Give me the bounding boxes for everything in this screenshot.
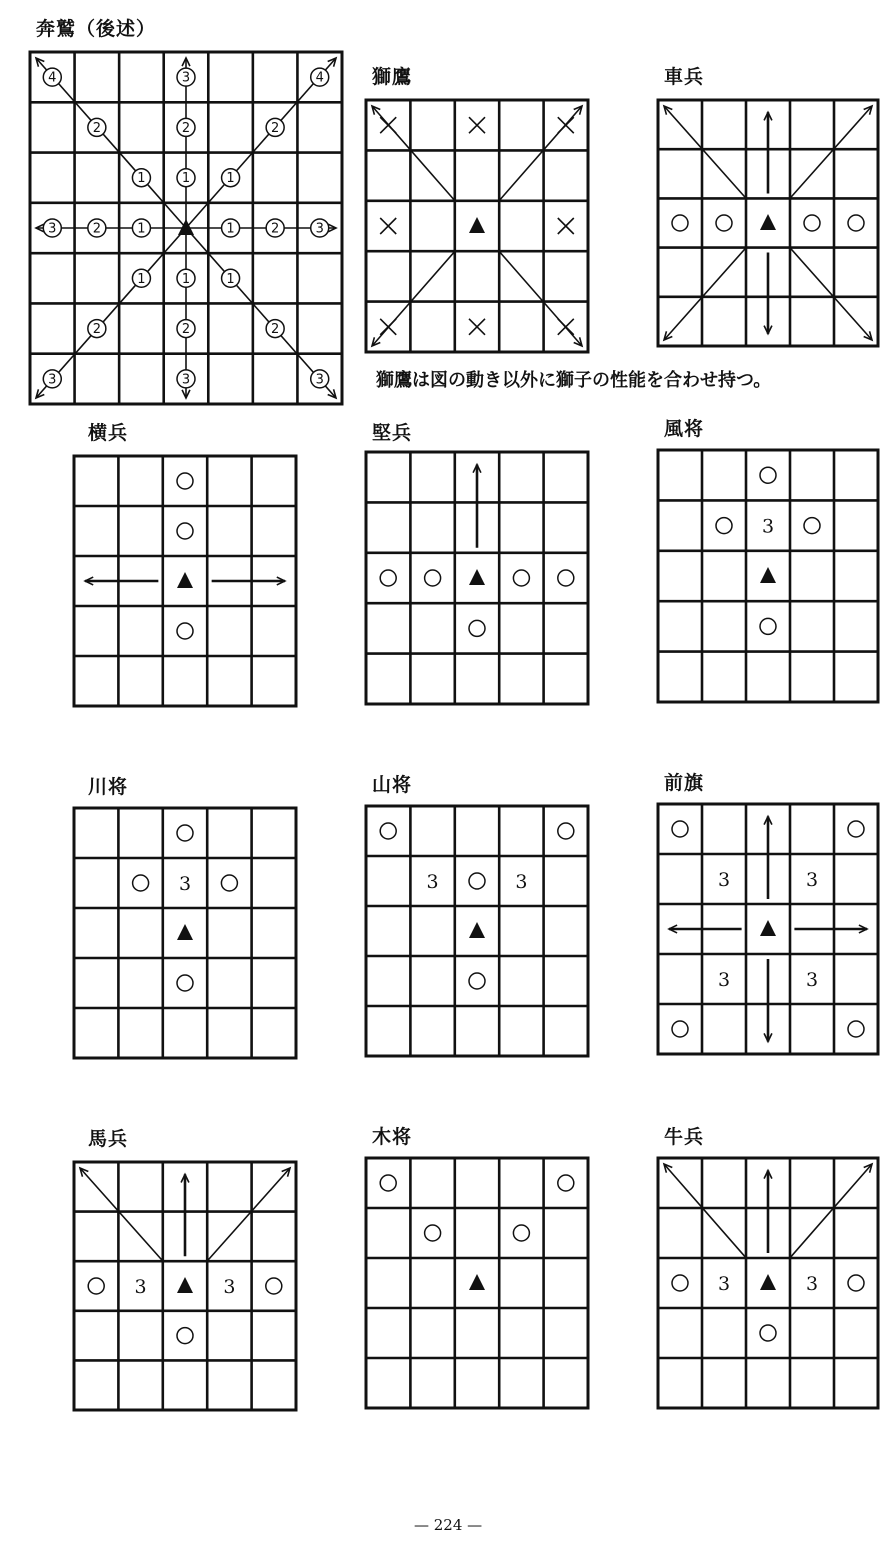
board-title-bahei: 馬兵 bbox=[88, 1128, 129, 1150]
jump-cross bbox=[380, 319, 396, 335]
move-circle bbox=[266, 1278, 282, 1294]
move-circle bbox=[760, 1325, 776, 1341]
page-number: — 224 — bbox=[414, 1516, 483, 1534]
move-circle bbox=[804, 215, 820, 231]
jump-cross bbox=[558, 218, 574, 234]
diagonal-move-arrow bbox=[664, 246, 747, 340]
circle-number: 1 bbox=[137, 221, 146, 237]
piece-triangle bbox=[760, 567, 776, 583]
diagonal-move-arrow bbox=[372, 106, 456, 202]
circle-number: 2 bbox=[181, 120, 191, 136]
move-circle bbox=[848, 1021, 864, 1037]
board-honju bbox=[28, 50, 344, 406]
jump-cross bbox=[469, 319, 485, 335]
move-circle bbox=[848, 215, 864, 231]
lion-hawk-note: 獅鷹は図の動き以外に獅子の性能を合わせ持つ。 bbox=[376, 370, 772, 391]
board-title-zenki: 前旗 bbox=[664, 772, 705, 794]
range-number: 3 bbox=[223, 1276, 236, 1298]
piece-triangle bbox=[469, 569, 485, 585]
diagonal-move-arrow bbox=[789, 246, 872, 340]
piece-triangle bbox=[760, 1274, 776, 1290]
diagonal-move-arrow bbox=[664, 106, 747, 200]
move-circle bbox=[177, 473, 193, 489]
range-number: 3 bbox=[717, 969, 731, 991]
circle-number: 2 bbox=[271, 221, 280, 237]
board-title-shiyo: 獅鷹 bbox=[372, 66, 413, 88]
circle-number: 3 bbox=[48, 221, 57, 237]
move-circle bbox=[380, 1175, 396, 1191]
piece-triangle bbox=[177, 1277, 193, 1293]
jump-cross bbox=[469, 117, 485, 133]
range-number: 3 bbox=[178, 873, 192, 895]
circle-number: 2 bbox=[92, 322, 101, 338]
circle-number: 1 bbox=[181, 271, 191, 287]
move-circle bbox=[848, 821, 864, 837]
board-title-sensho: 川将 bbox=[88, 776, 129, 798]
move-circle bbox=[848, 1275, 864, 1291]
move-circle bbox=[672, 1275, 688, 1291]
jump-cross bbox=[558, 117, 574, 133]
jump-cross bbox=[558, 319, 574, 335]
circle-number: 3 bbox=[315, 221, 324, 237]
move-circle bbox=[804, 518, 820, 534]
move-circle bbox=[760, 467, 776, 483]
move-circle bbox=[177, 1328, 193, 1344]
move-circle bbox=[469, 873, 485, 889]
move-circle bbox=[558, 570, 574, 586]
move-circle bbox=[469, 620, 485, 636]
board-shahei bbox=[656, 98, 880, 348]
range-number: 3 bbox=[515, 871, 528, 893]
board-title-kenhei: 堅兵 bbox=[372, 422, 413, 444]
circle-number: 3 bbox=[181, 372, 191, 388]
circle-number: 1 bbox=[181, 171, 191, 187]
move-circle bbox=[380, 823, 396, 839]
move-circle bbox=[513, 1225, 529, 1241]
range-number: 3 bbox=[761, 515, 775, 538]
piece-triangle bbox=[760, 214, 776, 230]
board-sensho bbox=[72, 806, 298, 1060]
move-circle bbox=[177, 975, 193, 991]
range-number: 3 bbox=[717, 1273, 731, 1295]
diagonal-move-arrow bbox=[206, 1168, 290, 1262]
circle-number: 3 bbox=[315, 372, 324, 388]
circle-number: 4 bbox=[315, 70, 324, 86]
piece-triangle bbox=[177, 572, 193, 588]
move-circle bbox=[672, 1021, 688, 1037]
move-circle bbox=[177, 825, 193, 841]
move-circle bbox=[177, 523, 193, 539]
circle-number: 3 bbox=[48, 372, 57, 388]
piece-triangle bbox=[469, 217, 485, 233]
board-title-ouhei: 横兵 bbox=[88, 422, 129, 444]
range-number: 3 bbox=[134, 1276, 147, 1298]
board-title-honju: 奔鷲（後述） bbox=[36, 18, 157, 40]
circle-number: 2 bbox=[181, 322, 191, 338]
move-circle bbox=[558, 1175, 574, 1191]
move-circle bbox=[513, 570, 529, 586]
move-circle bbox=[760, 618, 776, 634]
circle-number: 2 bbox=[92, 120, 101, 136]
move-circle bbox=[672, 821, 688, 837]
board-shiyo bbox=[364, 98, 590, 354]
board-title-sansho: 山将 bbox=[372, 774, 413, 796]
circle-number: 3 bbox=[181, 70, 191, 86]
move-lines bbox=[664, 1164, 872, 1259]
move-circle bbox=[425, 570, 441, 586]
piece-triangle bbox=[469, 1274, 485, 1290]
move-circle bbox=[469, 973, 485, 989]
move-circle bbox=[425, 1225, 441, 1241]
jump-cross bbox=[380, 117, 396, 133]
board-title-shahei: 車兵 bbox=[664, 66, 705, 88]
board-title-mokusho: 木将 bbox=[372, 1126, 413, 1148]
range-number: 3 bbox=[805, 969, 819, 991]
move-lines bbox=[473, 465, 481, 548]
jump-cross bbox=[380, 218, 396, 234]
move-circle bbox=[672, 215, 688, 231]
circle-number: 1 bbox=[226, 171, 235, 187]
range-number: 3 bbox=[717, 869, 731, 891]
diagonal-move-arrow bbox=[789, 106, 872, 200]
range-number: 3 bbox=[426, 871, 439, 893]
board-ouhei bbox=[72, 454, 298, 708]
diagonal-move-arrow bbox=[498, 106, 582, 202]
board-fusho bbox=[656, 448, 880, 704]
circle-number: 1 bbox=[226, 221, 235, 237]
move-circle bbox=[558, 823, 574, 839]
board-zenki bbox=[656, 802, 880, 1056]
piece-triangle bbox=[177, 924, 193, 940]
board-title-gyuhei: 牛兵 bbox=[664, 1126, 705, 1148]
piece-triangle bbox=[469, 922, 485, 938]
board-kenhei bbox=[364, 450, 590, 706]
board-bahei bbox=[72, 1160, 298, 1412]
circle-number: 1 bbox=[137, 271, 146, 287]
circle-number: 4 bbox=[48, 70, 57, 86]
move-circle bbox=[177, 623, 193, 639]
diagonal-move-arrow bbox=[80, 1168, 164, 1262]
move-lines bbox=[80, 1168, 290, 1262]
move-circle bbox=[716, 215, 732, 231]
board-sansho bbox=[364, 804, 590, 1058]
move-circle bbox=[380, 570, 396, 586]
board-title-fusho: 風将 bbox=[664, 418, 705, 440]
range-number: 3 bbox=[805, 1273, 819, 1295]
diagonal-move-arrow bbox=[789, 1164, 872, 1259]
diagonal-move-arrow bbox=[372, 250, 456, 346]
circle-number: 1 bbox=[137, 171, 146, 187]
range-number: 3 bbox=[805, 869, 819, 891]
move-circle bbox=[133, 875, 149, 891]
move-circle bbox=[88, 1278, 104, 1294]
circle-number: 2 bbox=[271, 120, 280, 136]
move-circle bbox=[716, 518, 732, 534]
circle-number: 1 bbox=[226, 271, 235, 287]
circle-number: 2 bbox=[271, 322, 280, 338]
circle-number: 2 bbox=[92, 221, 101, 237]
board-gyuhei bbox=[656, 1156, 880, 1410]
diagonal-move-arrow bbox=[664, 1164, 747, 1259]
board-mokusho bbox=[364, 1156, 590, 1410]
piece-triangle bbox=[760, 920, 776, 936]
diagonal-move-arrow bbox=[498, 250, 582, 346]
move-circle bbox=[221, 875, 237, 891]
